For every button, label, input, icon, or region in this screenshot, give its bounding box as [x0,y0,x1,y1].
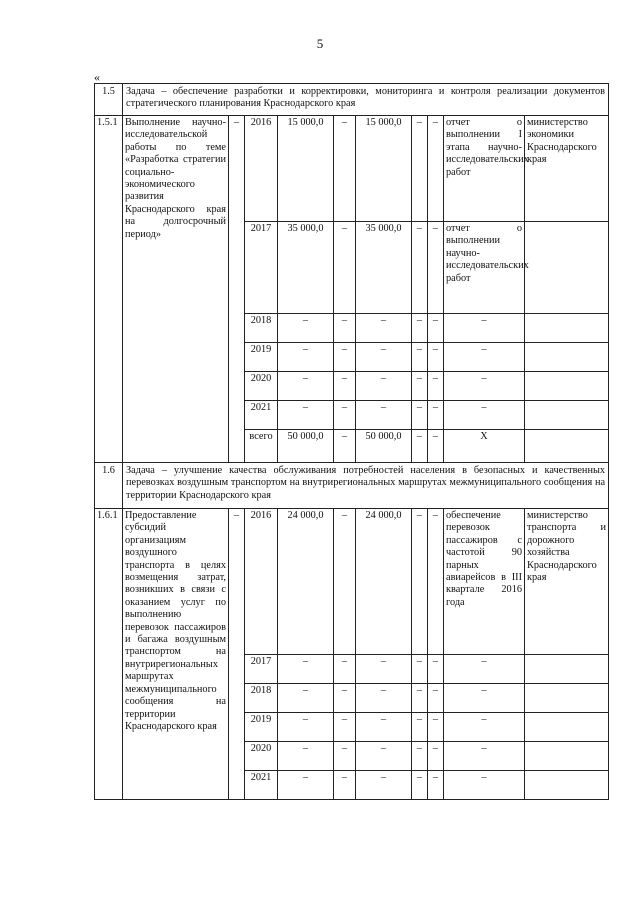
result-cell: – [444,742,525,771]
regional-cell: 35 000,0 [356,222,412,314]
total-cell: – [278,742,334,771]
federal-cell: – [334,655,356,684]
responsible-empty [525,372,609,401]
year-cell: 2018 [245,684,278,713]
federal-cell: – [334,771,356,800]
federal-cell: – [334,222,356,314]
result-cell: – [444,771,525,800]
year-cell: 2020 [245,372,278,401]
municipal-cell: – [412,509,428,655]
regional-cell: 15 000,0 [356,116,412,222]
result-cell: – [444,401,525,430]
municipal-cell: – [412,116,428,222]
total-cell: – [278,713,334,742]
status-cell: – [229,509,245,800]
municipal-cell: – [412,372,428,401]
municipal-cell: – [412,401,428,430]
federal-cell: – [334,116,356,222]
year-cell: 2016 [245,509,278,655]
responsible-empty [525,343,609,372]
status-cell: – [229,116,245,463]
item-number: 1.5.1 [95,116,123,463]
federal-cell: – [334,742,356,771]
extra-cell: – [428,742,444,771]
year-cell: 2021 [245,401,278,430]
extra-cell: – [428,509,444,655]
federal-cell: – [334,684,356,713]
responsible-cell: министерство транспорта и дорожного хозяйства Краснодарского края [525,509,609,655]
item-name: Предоставление субсидий организациям воздушного транспорта в целях возмещения затрат, возникших в связи с оказанием услуг по выполнению перевозок пассажиров и багажа воздушным транспортом на внутрирегиональных маршрутах межмуниципального сообщения на территории Краснодарского края [123,509,229,800]
total-cell: – [278,684,334,713]
year-cell: 2019 [245,343,278,372]
responsible-empty [525,655,609,684]
municipal-cell: – [412,222,428,314]
federal-cell: – [334,509,356,655]
total-cell: – [278,372,334,401]
result-cell: – [444,684,525,713]
result-cell: – [444,713,525,742]
result-cell: отчет о выполнении научно-исследовательских работ [444,222,525,314]
task-text: Задача – обеспечение разработки и корректировки, мониторинга и контроля реализации документов стратегического планирования Краснодарского края [123,84,609,116]
table-row [95,509,609,655]
year-cell: 2017 [245,655,278,684]
extra-cell: – [428,684,444,713]
regional-cell: – [356,684,412,713]
table-row [95,116,609,222]
total-cell: – [278,655,334,684]
extra-cell: – [428,430,444,463]
federal-cell: – [334,430,356,463]
total-cell: 24 000,0 [278,509,334,655]
section-row [95,84,609,116]
municipal-cell: – [412,684,428,713]
municipal-cell: – [412,655,428,684]
total-cell: 15 000,0 [278,116,334,222]
federal-cell: – [334,401,356,430]
regional-cell: 50 000,0 [356,430,412,463]
municipal-cell: – [412,771,428,800]
total-cell: 35 000,0 [278,222,334,314]
responsible-empty [525,222,609,314]
total-cell: – [278,771,334,800]
responsible-empty [525,742,609,771]
extra-cell: – [428,343,444,372]
responsible-empty [525,684,609,713]
regional-cell: – [356,401,412,430]
municipal-cell: – [412,742,428,771]
municipal-cell: – [412,314,428,343]
result-cell: обеспечение перевозок пассажиров с частотой 90 парных авиарейсов в III квартале 2016 года [444,509,525,655]
extra-cell: – [428,222,444,314]
regional-cell: – [356,314,412,343]
result-cell: Х [444,430,525,463]
result-cell: – [444,372,525,401]
year-cell: 2018 [245,314,278,343]
result-cell: – [444,655,525,684]
total-cell: – [278,343,334,372]
result-cell: отчет о выполнении I этапа научно-исследовательских работ [444,116,525,222]
regional-cell: – [356,372,412,401]
item-number: 1.6.1 [95,509,123,800]
municipal-cell: – [412,343,428,372]
responsible-empty [525,430,609,463]
extra-cell: – [428,771,444,800]
extra-cell: – [428,401,444,430]
total-cell: – [278,401,334,430]
municipal-cell: – [412,713,428,742]
section-number: 1.6 [95,463,123,509]
program-table [94,83,609,800]
federal-cell: – [334,343,356,372]
responsible-empty [525,771,609,800]
result-cell: – [444,314,525,343]
regional-cell: – [356,771,412,800]
responsible-empty [525,713,609,742]
year-cell: 2020 [245,742,278,771]
regional-cell: – [356,655,412,684]
result-cell: – [444,343,525,372]
responsible-cell: министерство экономики Краснодарского края [525,116,609,222]
responsible-empty [525,401,609,430]
year-cell: 2017 [245,222,278,314]
regional-cell: – [356,713,412,742]
section-number: 1.5 [95,84,123,116]
year-cell: всего [245,430,278,463]
section-row [95,463,609,509]
responsible-empty [525,314,609,343]
regional-cell: 24 000,0 [356,509,412,655]
page-number: 5 [316,36,324,51]
extra-cell: – [428,655,444,684]
regional-cell: – [356,742,412,771]
federal-cell: – [334,372,356,401]
total-cell: 50 000,0 [278,430,334,463]
quote-mark: « [94,70,100,84]
extra-cell: – [428,314,444,343]
federal-cell: – [334,713,356,742]
total-cell: – [278,314,334,343]
task-text: Задача – улучшение качества обслуживания потребностей населения в безопасных и качественных перевозках воздушным транспортом на внутрирегиональных маршрутах межмуниципального сообщения на территории Краснодарского края [123,463,609,509]
extra-cell: – [428,116,444,222]
year-cell: 2021 [245,771,278,800]
extra-cell: – [428,713,444,742]
year-cell: 2016 [245,116,278,222]
federal-cell: – [334,314,356,343]
regional-cell: – [356,343,412,372]
extra-cell: – [428,372,444,401]
municipal-cell: – [412,430,428,463]
item-name: Выполнение научно-исследовательской работы по теме «Разработка стратегии социально-экономического развития Краснодарского края на долгосрочный период» [123,116,229,463]
year-cell: 2019 [245,713,278,742]
